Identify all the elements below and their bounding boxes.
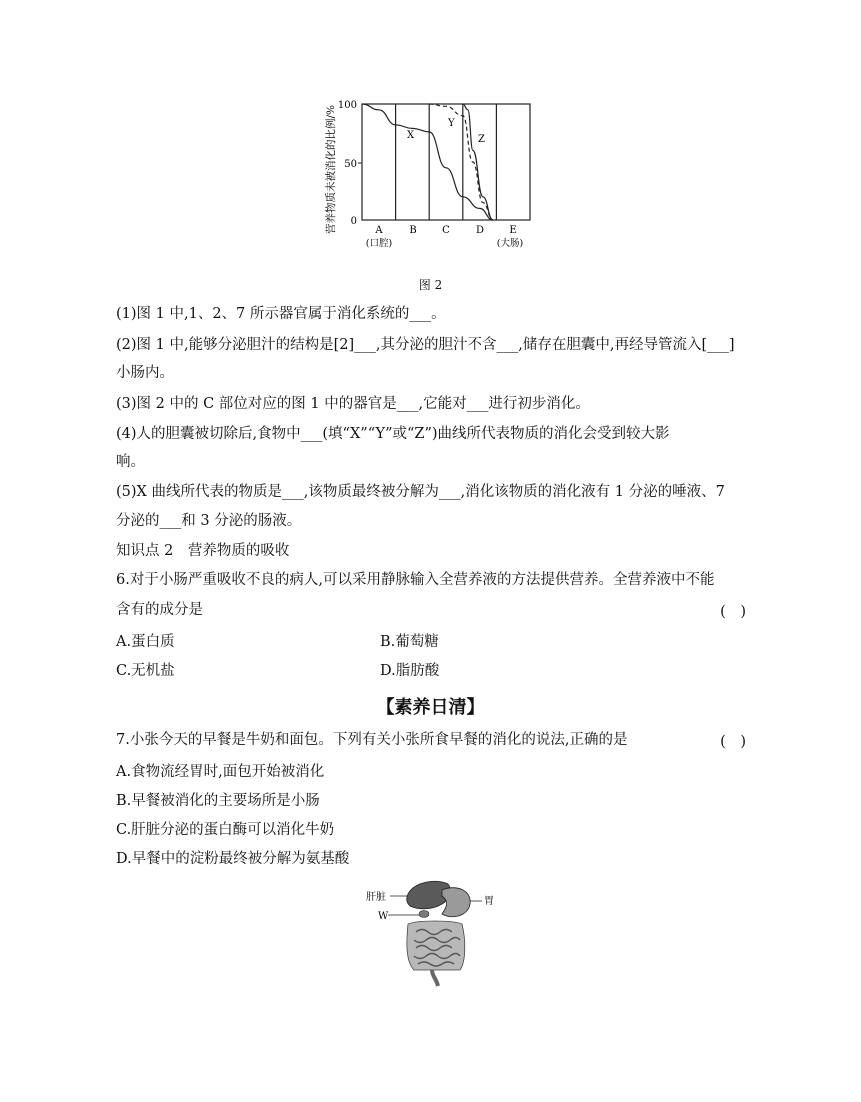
question-3: (3)图 2 中的 C 部位对应的图 1 中的器官是___,它能对___进行初步消化。 [116,396,590,412]
figure-2-chart [320,88,540,258]
x-sub-a: (口腔) [365,238,393,249]
label-liver: 肝脏 [366,892,386,903]
question-5-line-2: 分泌的___和 3 分泌的肠液。 [116,513,302,529]
question-6-option-a[interactable]: A.蛋白质 [116,634,175,650]
label-w: W [378,911,389,922]
stomach-icon [442,888,470,917]
question-4-line-1: (4)人的胆囊被切除后,食物中___(填“X”“Y”或“Z”)曲线所代表物质的消化会受到较大影 [116,426,670,442]
question-2-line-1: (2)图 1 中,能够分泌胆汁的结构是[2]___,其分泌的胆汁不含___,储存在胆囊中,再经导管流入[___] [116,337,735,353]
question-6-option-d[interactable]: D.脂肪酸 [380,663,440,679]
curve-y [429,104,493,220]
curve-label-z: Z [478,134,485,145]
chart-frame [362,104,530,220]
question-7-option-d[interactable]: D.早餐中的淀粉最终被分解为氨基酸 [116,851,350,867]
curve-z [463,104,493,220]
question-7-option-a[interactable]: A.食物流经胃时,面包开始被消化 [116,764,325,780]
question-6-line-1: 6.对于小肠严重吸收不良的病人,可以采用静脉输入全营养液的方法提供营养。全营养液中不能 [116,572,715,588]
label-stomach: 胃 [484,896,494,907]
curve-label-y: Y [448,118,455,129]
x-sub-e: (大肠) [496,238,524,249]
section-heading-2: 知识点 2 营养物质的吸收 [116,543,290,559]
question-6-option-c[interactable]: C.无机盐 [116,663,175,679]
question-7-answer-paren[interactable]: ( ) [720,734,746,750]
y-tick-0: 0 [350,216,357,227]
curve-label-x: X [407,130,415,141]
x-label-b: B [409,225,417,236]
question-6-line-2: 含有的成分是 [116,602,203,618]
question-7-option-b[interactable]: B.早餐被消化的主要场所是小肠 [116,793,320,809]
y-axis-label: 营养物质未被消化的比例/% [325,104,337,234]
question-7: 7.小张今天的早餐是牛奶和面包。下列有关小张所食早餐的消化的说法,正确的是 [116,732,628,748]
question-5-line-1: (5)X 曲线所代表的物质是___,该物质最终被分解为___,消化该物质的消化液有 1 分泌的唾液、7 [116,484,725,500]
figure-2-caption: 图 2 [418,278,443,292]
intestine-icon [407,921,465,986]
question-1: (1)图 1 中,1、2、7 所示器官属于消化系统的___。 [116,306,446,322]
x-label-e: E [509,225,517,236]
gallbladder-icon [419,911,429,918]
x-label-a: A [375,225,383,236]
x-label-d: D [475,225,485,236]
y-tick-50: 50 [344,159,357,170]
question-7-option-c[interactable]: C.肝脏分泌的蛋白酶可以消化牛奶 [116,822,335,838]
daily-section-title: 【素养日清】 [376,697,485,718]
digestive-system-figure [356,874,506,990]
question-6-option-b[interactable]: B.葡萄糖 [380,634,439,650]
y-tick-100: 100 [337,100,357,111]
x-label-c: C [442,225,450,236]
question-4-line-2: 响。 [116,454,145,470]
question-2-line-2: 小肠内。 [116,365,174,381]
question-6-answer-paren[interactable]: ( ) [720,604,746,620]
